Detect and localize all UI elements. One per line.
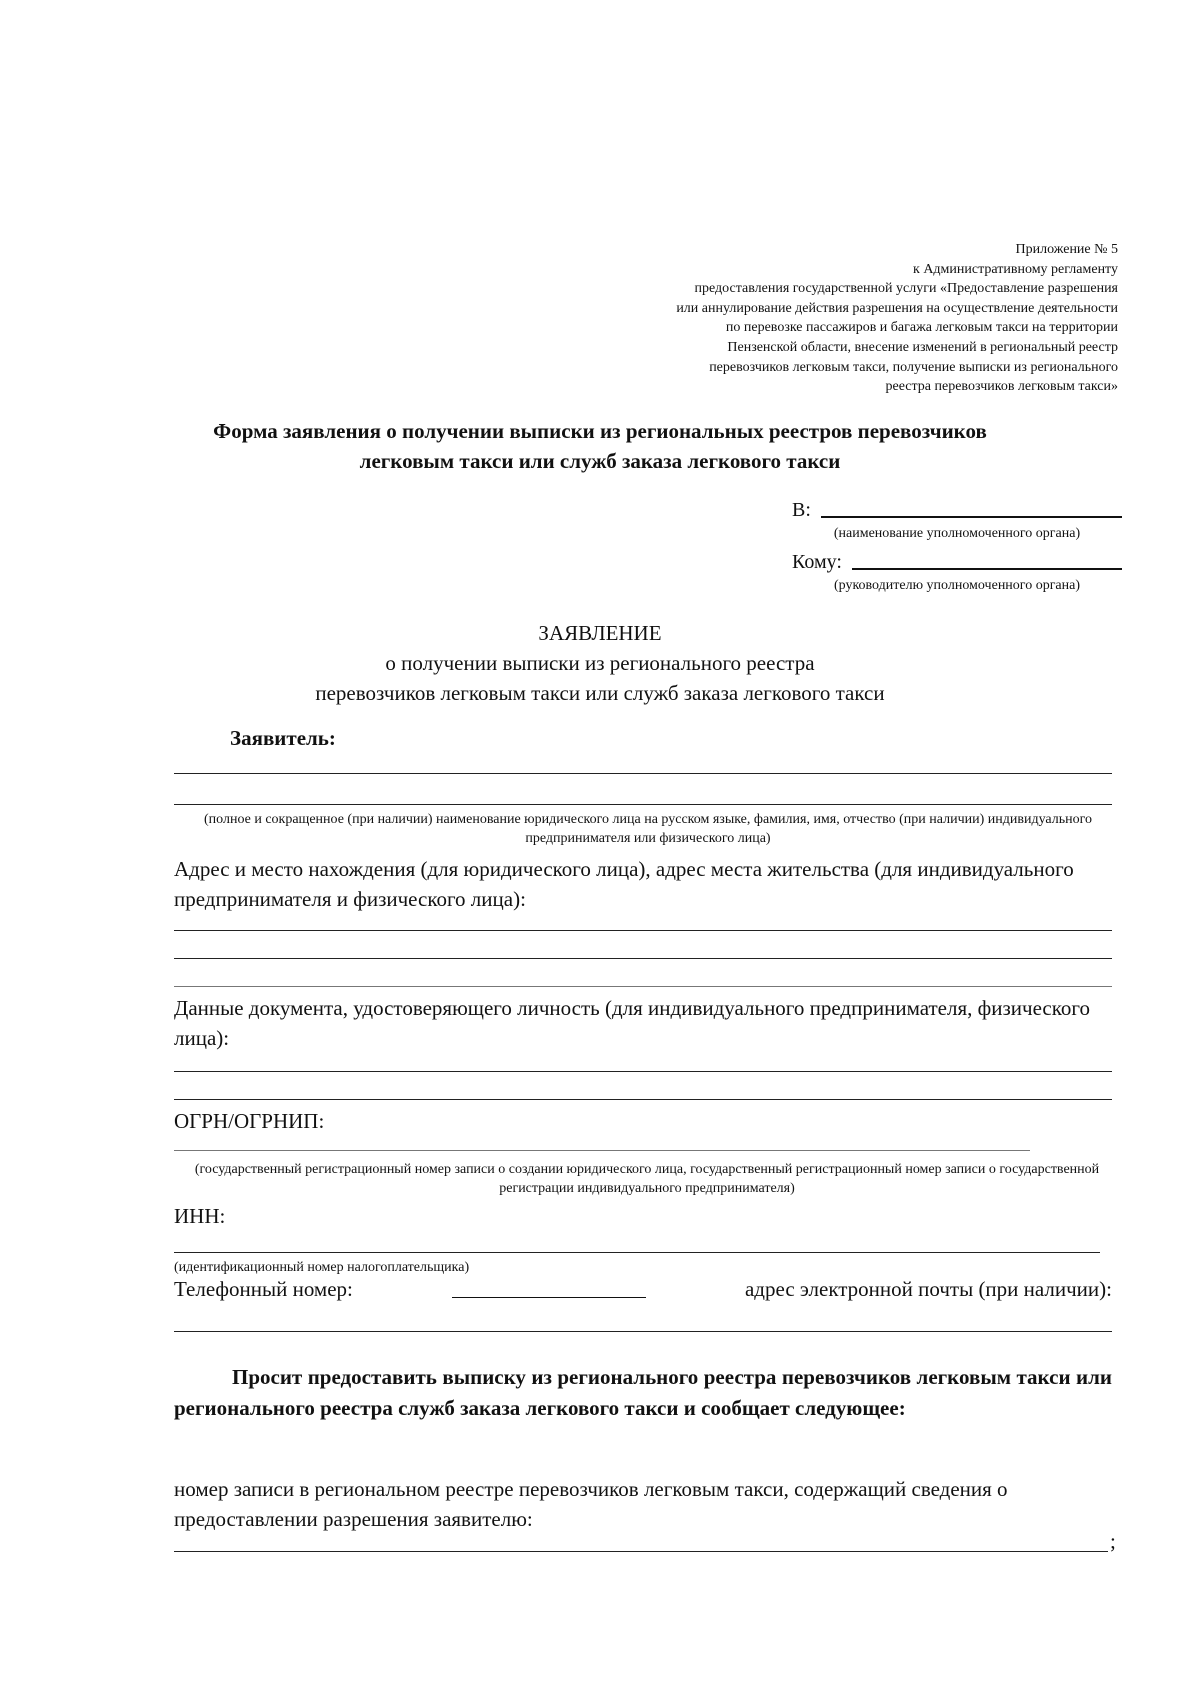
form-title <box>150 416 1050 476</box>
statement-heading <box>150 618 1050 708</box>
identity-field-line[interactable] <box>174 1071 1112 1072</box>
applicant-field-line[interactable] <box>174 773 1112 774</box>
address-field-line[interactable] <box>174 930 1112 931</box>
applicant-note: (полное и сокращенное (при наличии) наименование юридического лица на русском языке, фамилия, имя, отчество (при наличии) индивидуального предпринимателя или физического лица) <box>204 812 1092 846</box>
appendix-line: к Административному регламенту <box>913 261 1118 277</box>
ogrn-label: ОГРН/ОГРНИП: <box>174 1109 325 1133</box>
identity-field-line[interactable] <box>174 1099 1112 1100</box>
inn-field-line[interactable] <box>174 1252 1100 1253</box>
email-field-line[interactable] <box>174 1331 1112 1332</box>
to-row <box>792 494 1122 522</box>
statement-title: ЗАЯВЛЕНИЕ <box>538 621 662 645</box>
appendix-line: Пензенской области, внесение изменений в региональный реестр <box>727 339 1118 355</box>
whom-label: Кому: <box>792 551 842 573</box>
address-field-line[interactable] <box>174 958 1112 959</box>
appendix-line: Приложение № 5 <box>1015 242 1118 257</box>
appendix-header <box>560 240 1118 397</box>
to-note: (наименование уполномоченного органа) <box>833 526 1081 541</box>
appendix-line: предоставления государственной услуги «Предоставление разрешения <box>694 281 1118 297</box>
ogrn-note: (государственный регистрационный номер записи о создании юридического лица, государственный регистрационный номер записи о государственной регистрации индивидуального предпринимателя) <box>194 1162 1100 1196</box>
appendix-line: реестра перевозчиков легковым такси» <box>885 379 1118 395</box>
ogrn-field-line[interactable] <box>174 1150 1030 1151</box>
record-label: номер записи в региональном реестре перевозчиков легковым такси, содержащий сведения о предоставлении разрешения заявителю: <box>174 1477 1008 1531</box>
appendix-line: перевозчиков легковым такси, получение выписки из регионального <box>709 359 1118 375</box>
contacts-row <box>174 1277 1112 1302</box>
recipient-block <box>792 494 1122 598</box>
email-label: адрес электронной почты (при наличии): <box>744 1277 1112 1301</box>
request-paragraph: Просит предоставить выписку из регионального реестра перевозчиков легковым такси или регионального реестра служб заказа легкового такси и сообщает следующее: <box>174 1365 1112 1420</box>
inn-note: (идентификационный номер налогоплательщика) <box>174 1260 470 1275</box>
whom-field[interactable] <box>852 568 1122 570</box>
record-terminator: ; <box>1110 1529 1116 1553</box>
address-label: Адрес и место нахождения (для юридического лица), адрес места жительства (для индивидуального предпринимателя и физического лица): <box>174 857 1074 911</box>
appendix-line: или аннулирование действия разрешения на осуществление деятельности <box>676 300 1118 316</box>
record-field-line[interactable] <box>174 1551 1108 1552</box>
statement-line: перевозчиков легковым такси или служб заказа легкового такси <box>315 681 885 705</box>
phone-field[interactable] <box>452 1297 646 1298</box>
address-field-line[interactable] <box>174 986 1112 987</box>
form-title-line: Форма заявления о получении выписки из региональных реестров перевозчиков <box>213 419 987 443</box>
appendix-line: по перевозке пассажиров и багажа легковым такси на территории <box>725 320 1118 336</box>
whom-row <box>792 546 1122 574</box>
inn-label: ИНН: <box>174 1204 226 1228</box>
to-field[interactable] <box>821 516 1122 518</box>
whom-note: (руководителю уполномоченного органа) <box>833 578 1081 593</box>
phone-label: Телефонный номер: <box>174 1277 353 1301</box>
identity-label: Данные документа, удостоверяющего личность (для индивидуального предпринимателя, физического лица): <box>174 996 1090 1050</box>
applicant-field-line[interactable] <box>174 804 1112 805</box>
to-label: В: <box>792 499 811 521</box>
applicant-label: Заявитель: <box>230 726 336 750</box>
form-title-line: легковым такси или служб заказа легкового такси <box>359 449 841 473</box>
statement-line: о получении выписки из регионального реестра <box>385 651 815 675</box>
